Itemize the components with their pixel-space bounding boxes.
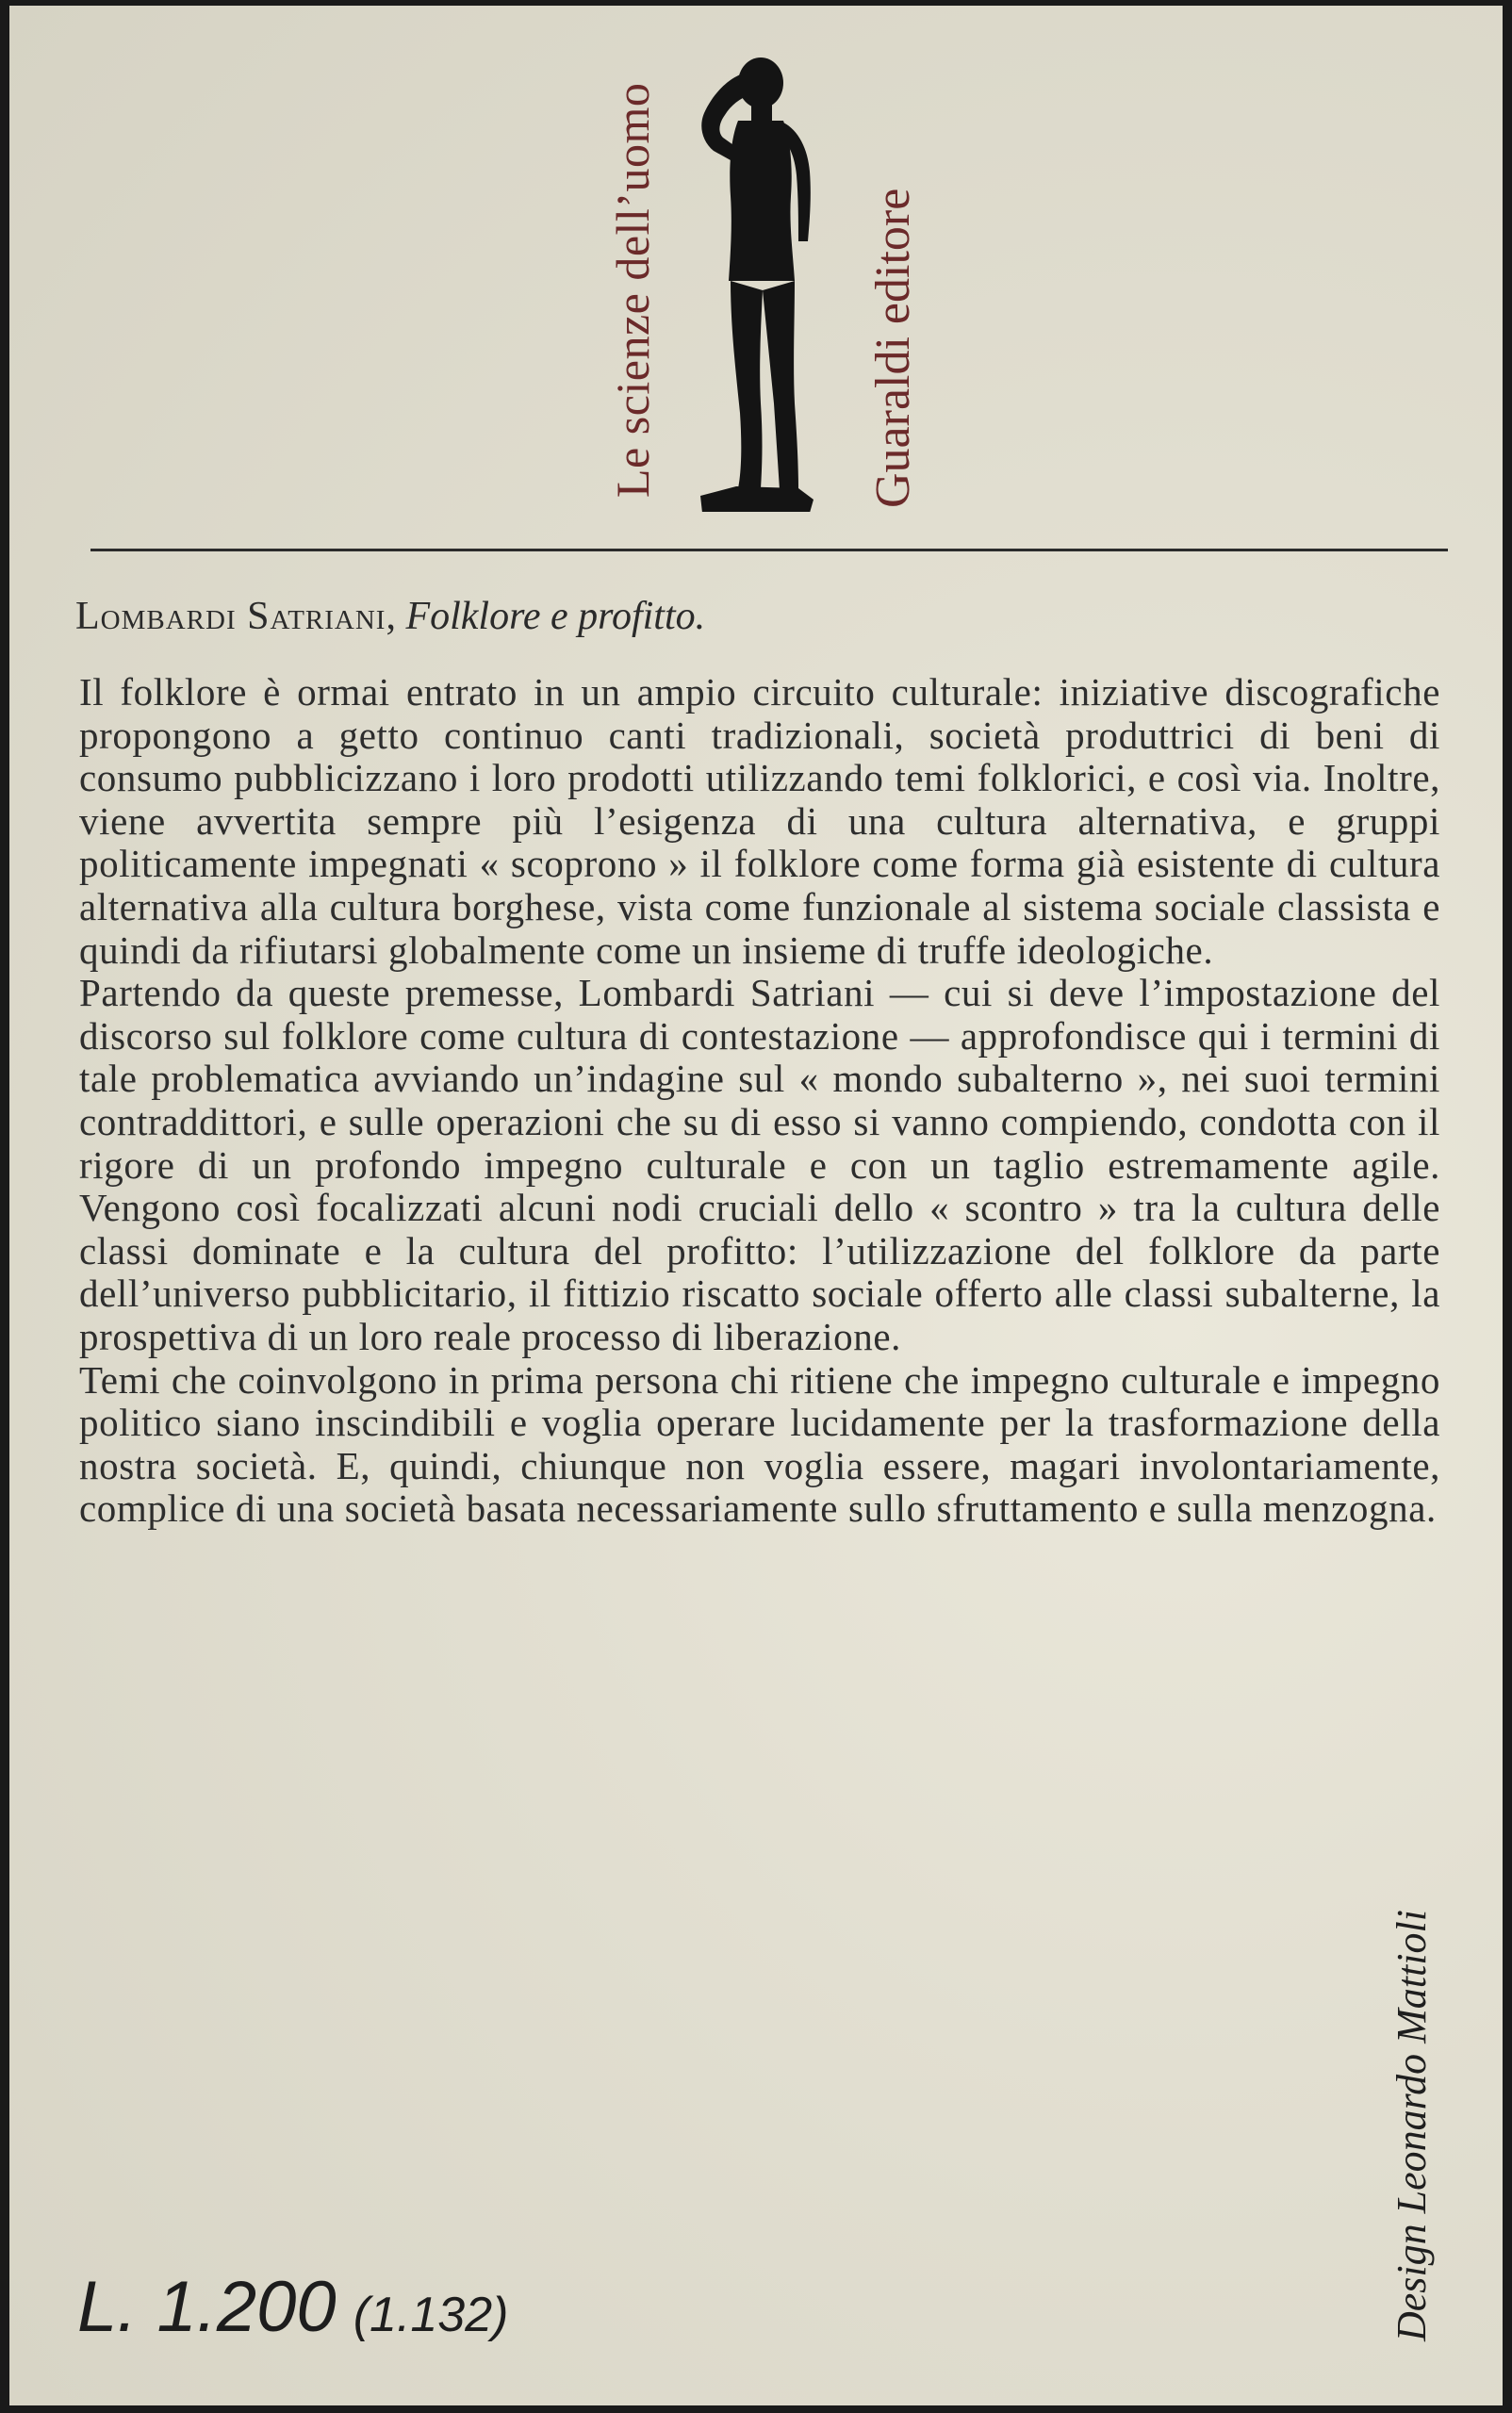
divider-rule	[90, 549, 1448, 551]
back-cover	[9, 6, 1503, 2405]
heading-separator: ,	[386, 595, 406, 638]
series-title: Le scienze dell’uomo	[606, 82, 659, 498]
price-value: L. 1.200	[77, 2267, 337, 2347]
design-credit: Design Leonardo Mattioli	[1389, 1910, 1435, 2341]
book-heading	[75, 594, 1433, 639]
statue-silhouette-icon	[693, 55, 844, 512]
blurb-paragraph: Il folklore è ormai entrato in un ampio circuito culturale: iniziative discografiche propongono a getto continuo canti tradizionali, società produttrici di beni di consumo pubblicizzano i loro prodotti utilizzando temi folklorici, e così via. Inoltre, viene avvertita sempre più l’esigenza di una cultura alternativa, e gruppi politicamente impegnati « scoprono » il folklore come forma già esistente di cultura alternativa alla cultura borghese, vista come funzionale al sistema sociale classista e quindi da rifiutarsi globalmente come un insieme di truffe ideologiche.	[79, 670, 1440, 972]
blurb-paragraph: Temi che coinvolgono in prima persona chi ritiene che impegno culturale e impegno politico siano inscindibili e voglia operare lucidamente per la trasformazione della nostra società. E, quindi, chiunque non voglia essere, magari involontariamente, complice di una società basata necessariamente sullo sfruttamento e sulla menzogna.	[79, 1357, 1440, 1531]
blurb-text	[79, 671, 1440, 1531]
blurb-paragraph: Partendo da queste premesse, Lombardi Satriani — cui si deve l’impostazione del discorso sul folklore come cultura di contestazione — approfondisce qui i termini di tale problematica avviando un’indagine sul « mondo subalterno », nei suoi termini contraddittori, e sulle operazioni che su di esso si vanno compiendo, condotta con il rigore di un profondo impegno culturale e con un taglio estremamente agile. Vengono così focalizzati alcuni nodi cruciali dello « scontro » tra la cultura delle classi dominate e la cultura del profitto: l’utilizzazione del folklore da parte dell’universo pubblicitario, il fittizio riscatto sociale offerto alle classi subalterne, la prospettiva di un loro reale processo di liberazione.	[79, 971, 1440, 1358]
price	[77, 2266, 508, 2348]
book-author: Lombardi Satriani	[75, 595, 386, 638]
book-title: Folklore e profitto.	[405, 595, 706, 638]
publisher-name: Guaraldi editore	[866, 188, 920, 508]
price-code: (1.132)	[353, 2288, 509, 2342]
